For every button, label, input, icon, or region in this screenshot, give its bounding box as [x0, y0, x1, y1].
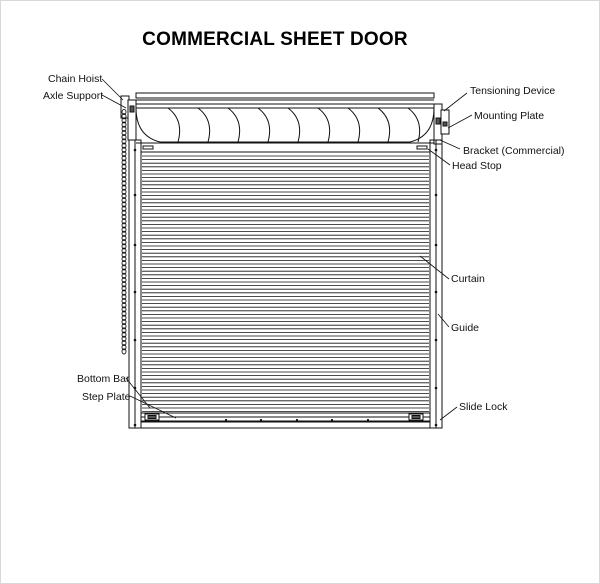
label-tensioning-device: Tensioning Device — [470, 85, 556, 97]
label-mounting-plate: Mounting Plate — [474, 110, 545, 122]
rivet — [435, 424, 438, 427]
coil-housing — [136, 93, 434, 143]
rivet — [134, 339, 137, 342]
head-stop-right — [417, 146, 427, 149]
rivet — [367, 419, 369, 421]
coil-curve — [408, 108, 420, 142]
curtain — [141, 152, 430, 422]
diagram-title: COMMERCIAL SHEET DOOR — [142, 29, 408, 50]
coil-curve — [378, 108, 390, 142]
label-bottom-bar: Bottom Bar — [77, 373, 130, 385]
label-curtain: Curtain — [451, 273, 485, 285]
label-axle-support: Axle Support — [43, 90, 104, 102]
rivet — [435, 149, 438, 152]
label-head-stop: Head Stop — [452, 160, 502, 172]
rivet — [134, 424, 137, 427]
rivet — [331, 419, 333, 421]
bracket-right — [434, 104, 449, 144]
rivet — [260, 419, 262, 421]
coil-curve — [258, 108, 270, 142]
rivet — [435, 194, 438, 197]
label-bracket: Bracket (Commercial) — [463, 145, 565, 157]
coil-curve — [228, 108, 240, 142]
chain-hoist — [122, 109, 126, 354]
rivet — [435, 339, 438, 342]
label-guide: Guide — [451, 322, 480, 334]
label-chain-hoist: Chain Hoist — [48, 73, 103, 85]
coil-curve — [348, 108, 360, 142]
head-stop-left — [143, 146, 153, 149]
rivet — [225, 419, 227, 421]
rivet — [435, 387, 438, 390]
coil-curve — [318, 108, 330, 142]
bottom-bar — [141, 413, 430, 421]
coil-curve — [168, 108, 180, 142]
rivet — [134, 244, 137, 247]
rivet — [435, 291, 438, 294]
rivet — [134, 149, 137, 152]
rivet — [134, 194, 137, 197]
label-slide-lock: Slide Lock — [459, 401, 508, 413]
coil-curve — [288, 108, 300, 142]
coil-curve — [198, 108, 210, 142]
rivet — [134, 291, 137, 294]
rivet — [435, 244, 438, 247]
label-step-plate: Step Plate — [82, 391, 131, 403]
rivet — [296, 419, 298, 421]
